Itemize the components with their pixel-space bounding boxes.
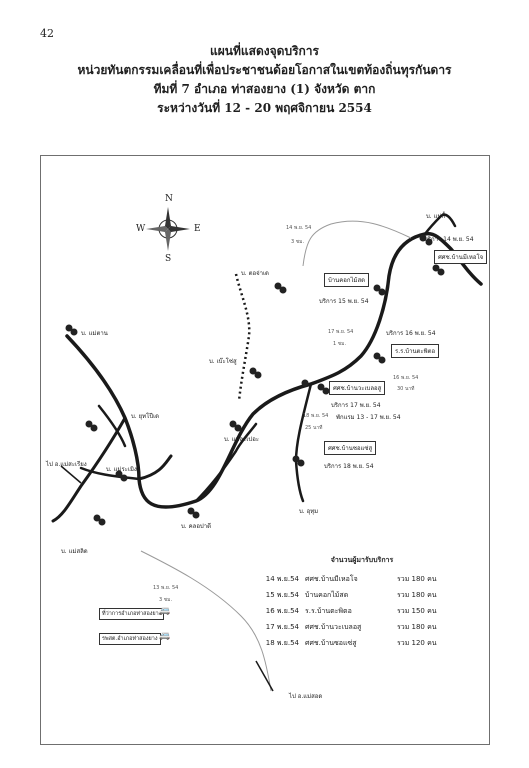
- route-note-5-time: 3 ชม.: [159, 597, 173, 603]
- legend-row: [257, 587, 467, 603]
- legend-date: 16 พ.ย.54: [265, 606, 299, 615]
- compass-east-label: E: [194, 224, 201, 234]
- village-label-to-cha: บ. ตอจ่าเด: [241, 270, 269, 277]
- service-point-4-box: ศศช.บ้านวะเบลอสู: [329, 381, 385, 395]
- village-label-mae-ra-mad: บ. แม่ระเมิง: [106, 466, 137, 473]
- route-note-1-date: 14 พ.ย. 54: [286, 225, 312, 231]
- service-point-2-box: บ้านคอกไม้สด: [324, 273, 369, 287]
- village-label-mae-salit: บ. แม่สลิด: [61, 548, 88, 555]
- legend-place: ศศช.บ้านวะเบลอสู: [305, 622, 362, 631]
- route-note-4-time: 25 นาที: [305, 425, 323, 431]
- legend-total: รวม 180 คน: [397, 622, 437, 631]
- title-line-4: ระหว่างวันที่ 12 - 20 พฤศจิกายน 2554: [157, 101, 372, 115]
- route-note-4-date: 18 พ.ย. 54: [303, 413, 329, 419]
- service-legend: [257, 555, 467, 651]
- service-point-2-date: บริการ 15 พ.ย. 54: [319, 298, 369, 305]
- title-line-1: แผนที่แสดงจุดบริการ: [210, 44, 319, 58]
- village-label-mae-sot: ไป อ.แม่สอด: [289, 693, 323, 700]
- village-label-klo-pa-di: บ. คลอปาดี: [181, 523, 211, 530]
- map-title: [0, 42, 529, 118]
- legend-date: 18 พ.ย.54: [265, 638, 299, 647]
- legend-place: ร.ร.บ้านตะพิตอ: [305, 606, 352, 615]
- compass-west-label: W: [136, 224, 146, 234]
- compass-south-label: S: [165, 254, 172, 264]
- service-point-1-date: บริการ 14 พ.ย. 54: [424, 236, 474, 243]
- route-note-2-date: 17 พ.ย. 54: [328, 329, 354, 335]
- legend-total: รวม 150 คน: [397, 606, 437, 615]
- village-label-yuttapi: บ. ยุทโปีเด: [131, 413, 160, 420]
- legend-title: จำนวนผู้มารับบริการ: [330, 556, 394, 564]
- service-point-4-rest: พักแรม 13 - 17 พ.ย. 54: [336, 414, 401, 421]
- service-point-3-box: ร.ร.บ้านตะพิตอ: [391, 344, 439, 358]
- village-label-sue-ku: บ. เบ๊ะโซ่สู: [209, 358, 237, 365]
- village-label-mae-ku: บ. แม่กื้: [426, 213, 446, 220]
- village-label-mae-sarieng: ไป อ.แม่สะเรียง: [46, 461, 87, 468]
- hospital-box: รพสต.อำเภอท่าสองยาง: [99, 633, 161, 645]
- route-note-1-time: 3 ชม.: [291, 239, 305, 245]
- legend-row: [257, 635, 467, 651]
- compass-rose-icon: [146, 207, 190, 251]
- service-point-5-box: ศศช.บ้านซอแซ่สู: [324, 441, 376, 455]
- village-label-u-mu: บ. อุทุม: [299, 508, 319, 515]
- title-line-3: ทีมที่ 7 อำเภอ ท่าสองยาง (1) จังหวัด ตาก: [153, 82, 376, 96]
- title-line-2: หน่วยทันตกรรมเคลื่อนที่เพื่อประชาชนด้อยโอกาสในเขตท้องถิ่นทุรกันดาร: [77, 63, 452, 77]
- village-label-mae-la: บ. แม่ละเปอะ: [224, 436, 260, 443]
- page-number: 42: [40, 27, 54, 40]
- legend-place: ศศช.บ้านมีเหอโจ: [305, 574, 358, 583]
- map-frame: [40, 155, 490, 745]
- legend-total: รวม 180 คน: [397, 574, 437, 583]
- legend-place: บ้านคอกไม้สด: [305, 590, 349, 599]
- compass-north-label: N: [165, 194, 173, 204]
- ambulance-icon: 🚐: [159, 631, 171, 641]
- route-note-3-date: 16 พ.ย. 54: [393, 375, 419, 381]
- route-note-5-date: 13 พ.ย. 54: [153, 585, 179, 591]
- route-note-2-time: 1 ชม.: [333, 341, 347, 347]
- service-point-4-date: บริการ 17 พ.ย. 54: [331, 402, 381, 409]
- vehicle-icon: 🚐: [159, 606, 171, 616]
- legend-date: 17 พ.ย.54: [265, 622, 299, 631]
- route-note-3-time: 30 นาที: [397, 386, 415, 392]
- map-canvas: [41, 156, 489, 744]
- route-line-south: [141, 551, 271, 691]
- service-point-5-date: บริการ 18 พ.ย. 54: [324, 463, 374, 470]
- district-office-box: ที่ว่าการอำเภอท่าสองยาง: [99, 608, 164, 620]
- road-branch-u-mu: [296, 384, 311, 501]
- route-arrow-sot: [256, 661, 273, 691]
- service-point-1-box: ศศช.บ้านมีเหอโจ: [434, 250, 487, 264]
- legend-place: ศศช.บ้านซอแซ่สู: [305, 638, 357, 647]
- legend-total: รวม 180 คน: [397, 590, 437, 599]
- legend-date: 15 พ.ย.54: [265, 590, 299, 599]
- legend-date: 14 พ.ย.54: [265, 574, 299, 583]
- service-point-3-date: บริการ 16 พ.ย. 54: [386, 330, 436, 337]
- legend-row: [257, 603, 467, 619]
- dotted-trail: [236, 274, 249, 401]
- legend-row: [257, 619, 467, 635]
- legend-total: รวม 120 คน: [397, 638, 437, 647]
- village-label-mae-tan: บ. แม่ตาน: [81, 330, 108, 337]
- legend-row: [257, 571, 467, 587]
